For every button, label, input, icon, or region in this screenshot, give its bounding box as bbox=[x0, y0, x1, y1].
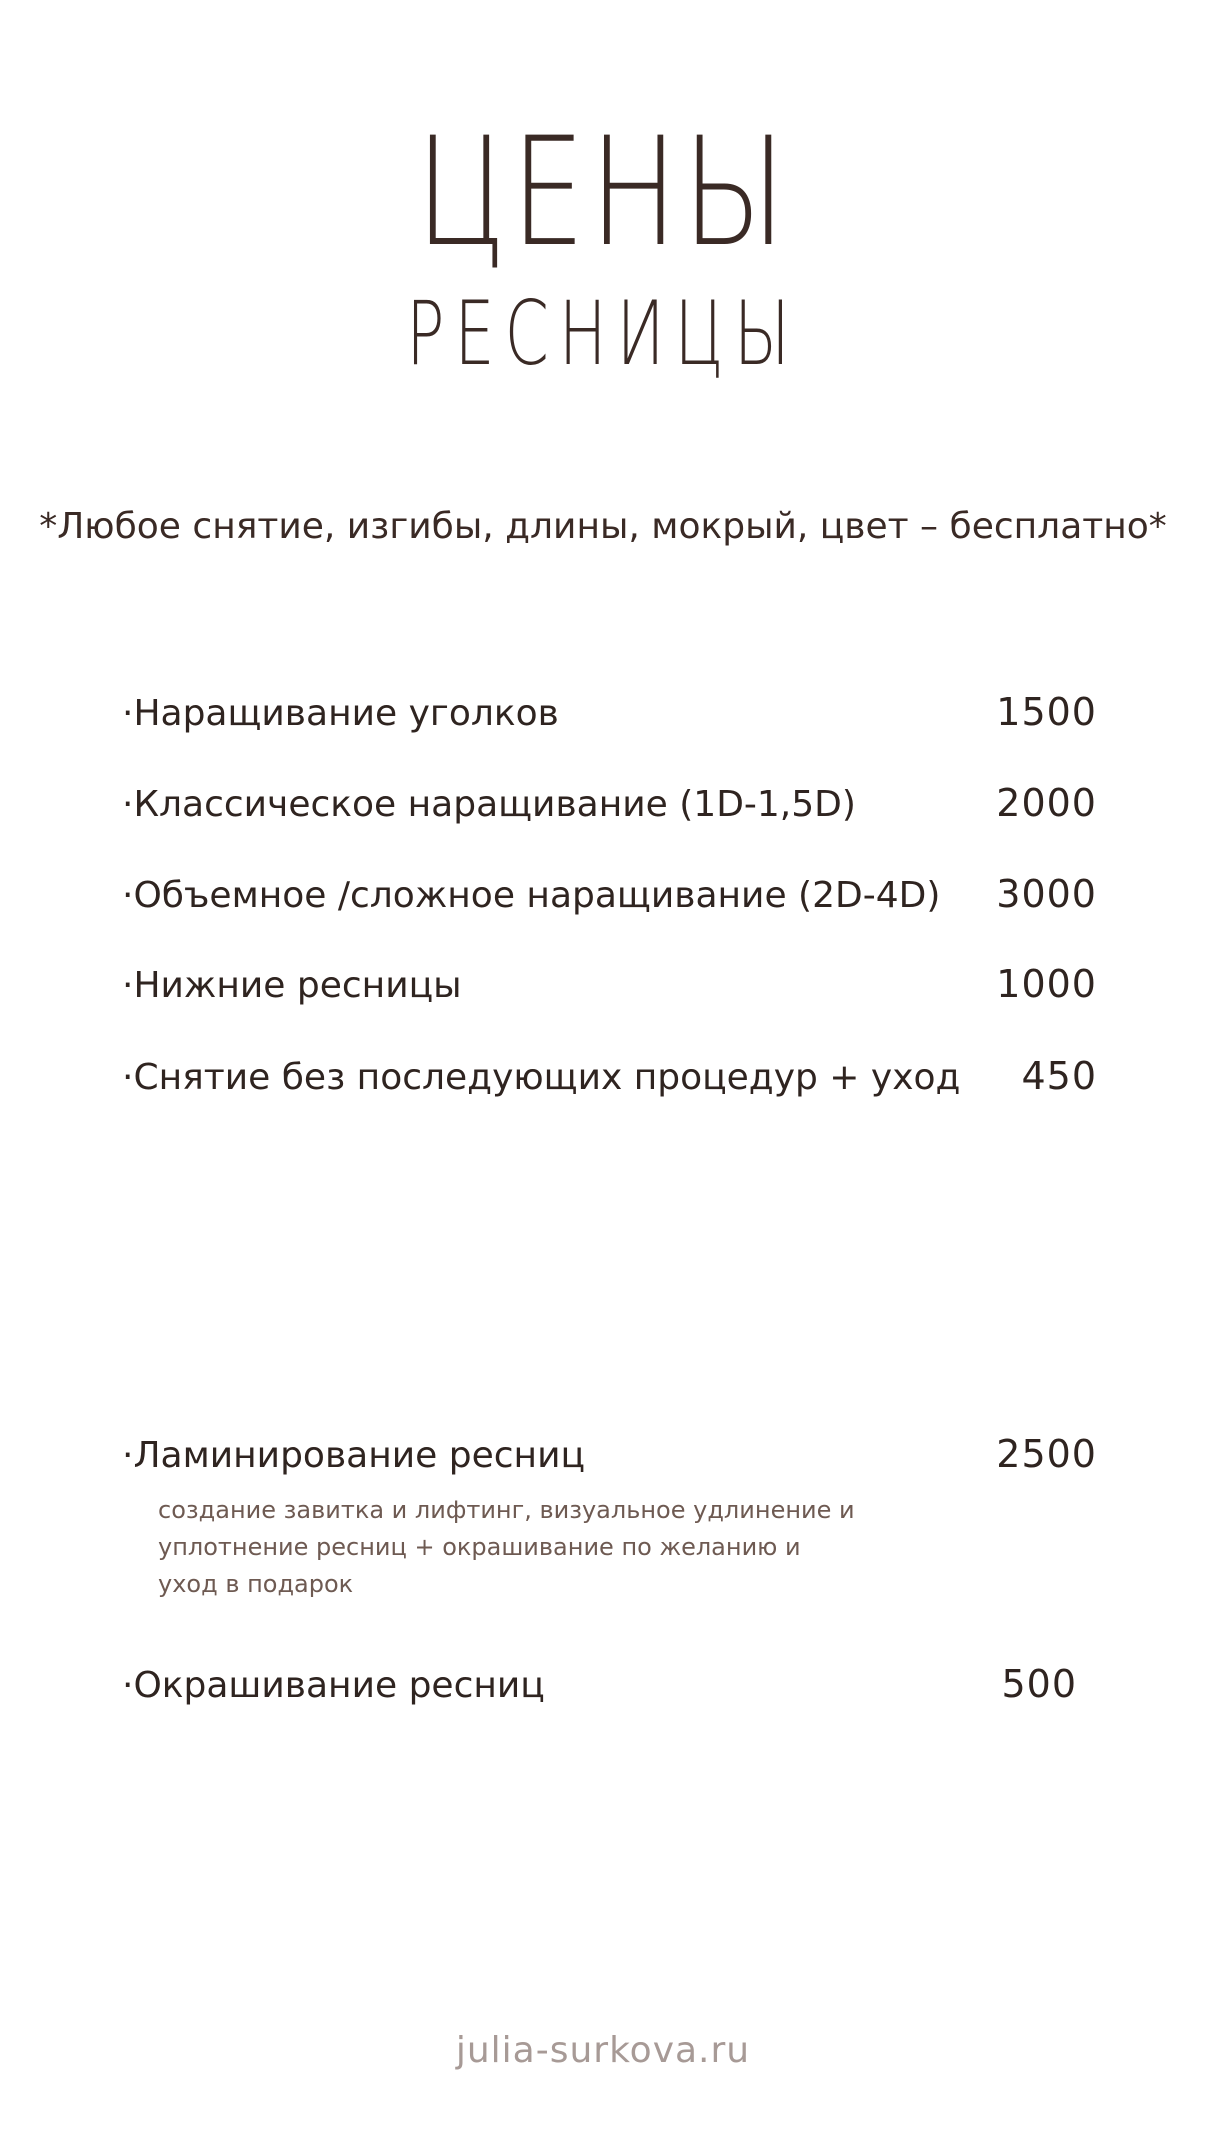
service-name: ·Классическое наращивание (1D-1,5D) bbox=[122, 784, 856, 825]
service-price: 1000 bbox=[996, 962, 1097, 1006]
price-row-lower-lashes bbox=[122, 962, 1097, 1006]
service-price: 450 bbox=[1021, 1054, 1097, 1098]
free-services-note: *Любое снятие, изгибы, длины, мокрый, цвет – бесплатно* bbox=[39, 506, 1167, 547]
page-title: ЦЕНЫ bbox=[415, 106, 791, 280]
service-price: 1500 bbox=[996, 690, 1097, 734]
lamination-description bbox=[158, 1492, 858, 1603]
price-row-classic-extension bbox=[122, 781, 1097, 825]
price-row-tinting bbox=[122, 1662, 1077, 1706]
service-price: 500 bbox=[1001, 1662, 1077, 1706]
service-price: 3000 bbox=[996, 872, 1097, 916]
service-name: ·Ламинирование ресниц bbox=[122, 1435, 585, 1476]
description-line: создание завитка и лифтинг, визуальное удлинение и bbox=[158, 1496, 855, 1524]
page-subtitle: РЕСНИЦЫ bbox=[406, 282, 800, 385]
price-row-lamination bbox=[122, 1432, 1097, 1476]
description-line: уход в подарок bbox=[158, 1570, 354, 1598]
service-name: ·Объемное /сложное наращивание (2D-4D) bbox=[122, 875, 941, 916]
description-line: уплотнение ресниц + окрашивание по желанию и bbox=[158, 1533, 801, 1561]
price-row-removal bbox=[122, 1054, 1097, 1098]
service-name: ·Нижние ресницы bbox=[122, 965, 462, 1006]
service-name: ·Наращивание уголков bbox=[122, 693, 559, 734]
service-name: ·Снятие без последующих процедур + уход bbox=[122, 1057, 961, 1098]
price-row-volume-extension bbox=[122, 872, 1097, 916]
service-price: 2500 bbox=[996, 1432, 1097, 1476]
service-name: ·Окрашивание ресниц bbox=[122, 1665, 545, 1706]
price-row-corner-extension bbox=[122, 690, 1097, 734]
service-price: 2000 bbox=[996, 781, 1097, 825]
website-link[interactable]: julia-surkova.ru bbox=[455, 2030, 751, 2071]
